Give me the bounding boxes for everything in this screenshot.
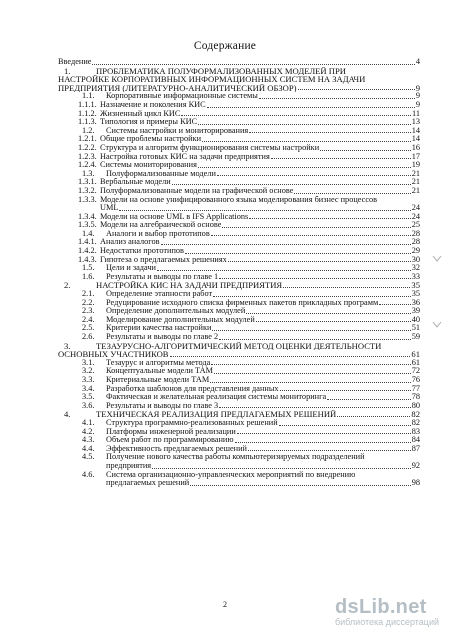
toc-entry[interactable] <box>58 238 420 247</box>
toc-entry-page: 13 <box>411 117 420 127</box>
toc-entry-title: Модели на основе UML в IFS Applications <box>100 212 249 221</box>
toc-entry-title: Вербальные модели <box>100 178 171 187</box>
toc-leader-dots <box>219 339 411 340</box>
toc-entry-title: Определение дополнительных модулей <box>106 307 246 316</box>
toc-entry[interactable] <box>58 324 420 333</box>
toc-entry-number: 1.4.1. <box>78 237 97 247</box>
toc-entry-page: 82 <box>411 417 420 427</box>
toc-entry-number: 1.3.2. <box>78 185 97 195</box>
toc-entry-title: Результаты и выводы по главе 3 <box>106 401 219 410</box>
toc-entry-number: 4. <box>64 409 71 420</box>
toc-entry-number: 1.1.2. <box>78 108 97 118</box>
toc-entry[interactable] <box>58 402 420 411</box>
toc-leader-dots <box>327 399 411 400</box>
toc-entry-number: 1. <box>64 65 71 76</box>
toc-leader-dots <box>198 167 411 168</box>
toc-leader-dots <box>294 193 410 194</box>
toc-entry[interactable] <box>58 316 420 325</box>
toc-entry[interactable] <box>58 178 420 187</box>
toc-leader-dots <box>211 235 411 236</box>
toc-entry-number: 2.5. <box>82 323 95 333</box>
toc-entry[interactable] <box>58 110 420 119</box>
toc-leader-dots <box>280 390 411 391</box>
toc-entry-title: ОСНОВНЫХ УЧАСТНИКОВ <box>58 350 169 359</box>
toc-entry[interactable] <box>58 67 420 93</box>
toc-entry-page: 21 <box>411 177 420 187</box>
toc-entry-number: 1.4.2. <box>78 246 97 256</box>
toc-entry-title: Эффективность предлагаемых решений <box>106 444 247 453</box>
toc-leader-dots <box>212 330 410 331</box>
toc-leader-dots <box>119 210 410 211</box>
toc-entry-title: Критериальные модели ТАМ <box>106 375 210 384</box>
toc-entry-number: 4.3. <box>82 435 95 445</box>
toc-entry-title: Получение нового качества работы компьютеризируемых подразделений <box>106 453 365 462</box>
toc-entry-number: 2.6. <box>82 332 95 341</box>
toc-entry-number: 4.4. <box>82 443 95 453</box>
toc-leader-dots <box>211 364 410 365</box>
toc-entry-number: 1.4. <box>82 228 95 238</box>
toc-entry-title: Объем работ по программированию <box>106 436 234 445</box>
toc-leader-dots <box>161 244 411 245</box>
toc-entry-page: 30 <box>411 254 420 264</box>
toc-leader-dots <box>214 373 411 374</box>
toc-leader-dots <box>246 313 410 314</box>
toc-entry-title: предлагаемых решений <box>106 479 190 488</box>
toc-entry-page: 9 <box>415 99 420 109</box>
toc-entry[interactable] <box>58 410 420 419</box>
toc-entry[interactable] <box>58 127 420 136</box>
toc-entry-page: 24 <box>411 211 420 221</box>
toc-entry-title: предприятия <box>106 461 152 470</box>
toc-leader-dots <box>379 304 411 305</box>
toc-entry-title: Моделирование дополнительных модулей <box>106 315 255 324</box>
toc-entry-number: 1.4.3. <box>78 254 97 264</box>
toc-entry[interactable] <box>58 299 420 308</box>
toc-entry[interactable] <box>58 135 420 144</box>
toc-leader-dots <box>217 175 411 176</box>
toc-entry-number: 1.3.5. <box>78 220 97 230</box>
toc-leader-dots <box>256 321 411 322</box>
toc-entry[interactable] <box>58 393 420 402</box>
toc-entry-title: Недостатки прототипов <box>100 247 184 256</box>
toc-entry-number: 1.3. <box>82 168 95 178</box>
toc-entry-page: 72 <box>411 366 420 376</box>
toc-entry-title: Система организационно-управленческих мероприятий по внедрению <box>106 470 356 479</box>
toc-leader-dots <box>219 278 411 279</box>
toc-leader-dots <box>228 261 411 262</box>
toc-entry-page: 25 <box>411 220 420 230</box>
toc-entry-title: Общие проблемы настройки <box>100 135 202 144</box>
toc-entry-number: 2.2. <box>82 297 95 307</box>
toc-entry-number: 1.6. <box>82 271 95 281</box>
toc-entry-title: Критерии качества настройки <box>106 324 212 333</box>
toc-entry-number: 1.3.3. <box>78 194 97 204</box>
toc-entry-number: 1.5. <box>82 263 95 273</box>
toc-entry-page: 36 <box>411 297 420 307</box>
toc-entry[interactable] <box>58 307 420 316</box>
toc-entry[interactable] <box>58 428 420 437</box>
toc-leader-dots <box>298 89 415 90</box>
toc-entry-page: 21 <box>411 168 420 178</box>
toc-leader-dots <box>92 64 414 65</box>
toc-entry-title: НАСТРОЙКЕ КОРПОРАТИВНЫХ ИНФОРМАЦИОННЫХ СИСТЕМ НА ЗАДАЧИ <box>58 75 366 84</box>
toc-leader-dots <box>235 442 411 443</box>
toc-entry-number: 1.3.1. <box>78 177 97 187</box>
toc-entry[interactable] <box>58 92 420 101</box>
toc-entry[interactable] <box>58 471 420 488</box>
toc-leader-dots <box>172 184 411 185</box>
toc-entry-number: 1.2. <box>82 125 95 135</box>
toc-leader-dots <box>198 124 411 125</box>
toc-entry-title: Платформы инженерной реализации <box>106 427 236 436</box>
toc-leader-dots <box>202 141 411 142</box>
toc-entry-title: Настройка готовых КИС на задачи предприятия <box>100 152 270 161</box>
toc-entry-title: ПРОБЛЕМАТИКА ПОЛУФОРМАЛИЗОВАННЫХ МОДЕЛЕЙ ПРИ <box>96 66 346 76</box>
toc-entry-title: Определение этапности работ <box>106 290 213 299</box>
toc-entry-page: 51 <box>411 323 420 333</box>
toc-entry-number: 4.1. <box>82 417 95 427</box>
toc-entry[interactable] <box>58 230 420 239</box>
toc-entry[interactable] <box>58 153 420 162</box>
toc-entry-page: 82 <box>411 409 420 420</box>
toc-entry[interactable] <box>58 385 420 394</box>
toc-entry-title: Типология и примеры КИС <box>100 118 198 127</box>
toc-entry-page: 78 <box>411 392 420 402</box>
toc-leader-dots <box>190 485 410 486</box>
toc-entry-title: Жизненный цикл КИС <box>100 109 181 118</box>
toc-entry-page: 21 <box>411 185 420 195</box>
toc-entry[interactable] <box>58 101 420 110</box>
toc-entry-page: 28 <box>411 228 420 238</box>
toc-entry[interactable] <box>58 144 420 153</box>
toc-entry-page: 92 <box>411 460 420 470</box>
toc-entry[interactable] <box>58 196 420 213</box>
toc-entry[interactable] <box>58 436 420 445</box>
toc-entry-title: Системы мониторирования <box>100 161 197 170</box>
toc-entry-page: 19 <box>411 160 420 170</box>
toc-entry-title: Результаты и выводы по главе 1 <box>106 272 219 281</box>
watermark-caption: библиотека диссертаций <box>335 617 440 627</box>
toc-entry-page: 61 <box>411 357 420 367</box>
toc-leader-dots <box>249 132 410 133</box>
toc-entry-number: 3.3. <box>82 374 95 384</box>
toc-entry-title: Фактическая и желательная реализация системы мониторинга <box>106 393 327 402</box>
toc-entry-number: 3.1. <box>82 357 95 367</box>
toc-entry-title: Структура и алгоритм функционирования системы настройки <box>100 143 320 152</box>
toc-entry-title: Разработка шаблонов для представления данных <box>106 384 279 393</box>
toc-entry-number: 1.1. <box>82 91 95 101</box>
toc-entry-number: 2. <box>64 280 71 291</box>
toc-entry-title: ТЕЗАУРУСНО-АЛГОРИТМИЧЕСКИЙ МЕТОД ОЦЕНКИ ДЕЯТЕЛЬНОСТИ <box>96 341 382 351</box>
toc-entry[interactable] <box>58 256 420 265</box>
toc-leader-dots <box>157 270 411 271</box>
toc-entry[interactable] <box>58 290 420 299</box>
toc-entry-title: НАСТРОЙКА КИС НА ЗАДАЧИ ПРЕДПРИЯТИЯ <box>96 281 283 291</box>
toc-entry-number: 3.2. <box>82 366 95 376</box>
toc-entry[interactable] <box>58 264 420 273</box>
toc-entry-page: 61 <box>411 349 420 360</box>
toc-leader-dots <box>222 227 410 228</box>
toc-entry[interactable] <box>58 333 420 342</box>
toc-entry-title: Структура программно-реализованных решений <box>106 418 278 427</box>
toc-entry-page: 11 <box>412 108 420 118</box>
toc-entry[interactable] <box>58 187 420 196</box>
toc-entry[interactable] <box>58 367 420 376</box>
toc-entry-title: Модели на алгебраической основе <box>100 221 222 230</box>
toc-entry-number: 2.1. <box>82 289 95 299</box>
toc-leader-dots <box>237 433 411 434</box>
toc-entry-page: 76 <box>411 374 420 384</box>
toc-leader-dots <box>248 450 411 451</box>
toc-entry-title: Редуцирование исходного списка фирменных пакетов прикладных программ <box>106 298 379 307</box>
toc-leader-dots <box>279 425 411 426</box>
toc-entry-title: Концептуальные модели ТАМ <box>106 367 214 376</box>
toc-entry-page: 9 <box>415 91 420 101</box>
toc-entry-title: Системы настройки и мониторирования <box>106 126 249 135</box>
toc-entry-number: 1.2.4. <box>78 160 97 170</box>
toc-entry-number: 3.5. <box>82 392 95 402</box>
toc-entry-page: 35 <box>411 289 420 299</box>
toc-entry-page: 77 <box>411 383 420 393</box>
table-of-contents <box>58 58 420 488</box>
toc-entry-title: UML <box>100 204 119 213</box>
toc-entry-number: 1.3.4. <box>78 211 97 221</box>
toc-entry-title: ПРЕДПРИЯТИЯ (ЛИТЕРАТУРНО-АНАЛИТИЧЕСКИЙ ОБЗОР) <box>58 83 297 93</box>
toc-entry[interactable] <box>58 281 420 290</box>
toc-entry-number: 3.6. <box>82 400 95 410</box>
toc-entry[interactable] <box>58 359 420 368</box>
toc-entry-number: 1.1.3. <box>78 117 97 127</box>
toc-entry[interactable] <box>58 445 420 454</box>
toc-entry-title: Гипотеза о предлагаемых решениях <box>100 255 227 264</box>
toc-leader-dots <box>271 158 411 159</box>
toc-leader-dots <box>210 382 410 383</box>
toc-entry[interactable] <box>58 161 420 170</box>
toc-entry-page: 59 <box>411 332 420 341</box>
toc-entry[interactable] <box>58 213 420 222</box>
toc-leader-dots <box>207 107 415 108</box>
toc-leader-dots <box>259 98 415 99</box>
margin-mark <box>432 250 442 258</box>
toc-entry-number: 2.4. <box>82 314 95 324</box>
toc-entry-title: Корпоративные информационные системы <box>106 92 258 101</box>
toc-entry[interactable] <box>58 419 420 428</box>
toc-entry-number: 1.2.1. <box>78 134 97 144</box>
toc-entry-page: 35 <box>411 280 420 291</box>
toc-entry-page: 4 <box>415 57 420 66</box>
toc-leader-dots <box>337 416 410 417</box>
toc-entry-number: 1.2.2. <box>78 142 97 152</box>
toc-leader-dots <box>320 150 411 151</box>
toc-entry[interactable] <box>58 273 420 282</box>
toc-entry-number: 4.2. <box>82 426 95 436</box>
toc-leader-dots <box>185 253 411 254</box>
toc-leader-dots <box>283 287 410 288</box>
toc-entry-number: 1.2.3. <box>78 151 97 161</box>
toc-entry-title: Полуформализованные модели на графической основе <box>100 186 294 195</box>
toc-entry-page: 9 <box>415 82 420 93</box>
toc-entry[interactable] <box>58 221 420 230</box>
toc-leader-dots <box>181 115 411 116</box>
toc-entry-page: 87 <box>411 443 420 453</box>
toc-entry[interactable] <box>58 58 420 67</box>
toc-entry-number: 1.1.1. <box>78 99 97 109</box>
toc-entry-title: Тезаурус и алгоритмы метода <box>106 358 211 367</box>
toc-leader-dots <box>219 407 411 408</box>
toc-entry-page: 40 <box>411 314 420 324</box>
toc-entry[interactable] <box>58 118 420 127</box>
toc-entry-page: 80 <box>411 400 420 410</box>
toc-entry-page: 39 <box>411 306 420 316</box>
toc-entry-page: 29 <box>411 246 420 256</box>
toc-entry-page: 84 <box>411 435 420 445</box>
toc-entry-number: 4.5. <box>82 452 95 462</box>
toc-entry-title: Полуформализованные модели <box>106 169 216 178</box>
toc-entry-title: Анализ аналогов <box>100 238 160 247</box>
toc-entry-title: Модели на основе унифицированного языка моделирования бизнес процессов <box>100 195 378 204</box>
margin-mark <box>432 316 442 324</box>
page-number: 2 <box>223 600 227 609</box>
toc-entry[interactable] <box>58 376 420 385</box>
toc-leader-dots <box>213 296 411 297</box>
toc-entry-page: 24 <box>411 203 420 213</box>
toc-entry-number: 3.4. <box>82 383 95 393</box>
toc-entry-title: Введение <box>58 58 92 66</box>
toc-entry-page: 32 <box>411 263 420 273</box>
toc-entry-page: 28 <box>411 237 420 247</box>
watermark-logo <box>335 596 445 630</box>
toc-entry-page: 98 <box>411 478 420 488</box>
toc-entry-title: Цели и задачи <box>106 264 156 273</box>
toc-entry-title: ТЕХНИЧЕСКАЯ РЕАЛИЗАЦИЯ ПРЕДЛАГАЕМЫХ РЕШЕНИЙ <box>96 410 337 419</box>
toc-entry-number: 3. <box>64 340 71 351</box>
toc-entry-title: Назначение и поколения КИС <box>100 100 206 109</box>
page-title: Содержание <box>193 40 257 52</box>
toc-entry-page: 16 <box>411 142 420 152</box>
watermark-brand: dsLib.net <box>335 596 427 618</box>
toc-entry-number: 4.6. <box>82 469 95 479</box>
toc-entry-page: 14 <box>411 134 420 144</box>
toc-leader-dots <box>152 468 411 469</box>
toc-entry-page: 33 <box>411 271 420 281</box>
toc-entry[interactable] <box>58 247 420 256</box>
toc-leader-dots <box>170 356 411 357</box>
toc-entry-title: Результаты и выводы по главе 2 <box>106 333 219 341</box>
toc-entry-page: 83 <box>411 426 420 436</box>
toc-entry[interactable] <box>58 170 420 179</box>
toc-entry-page: 17 <box>411 151 420 161</box>
toc-leader-dots <box>249 218 410 219</box>
toc-entry[interactable] <box>58 342 420 359</box>
toc-entry[interactable] <box>58 453 420 470</box>
toc-entry-page: 14 <box>411 125 420 135</box>
toc-entry-number: 2.3. <box>82 306 95 316</box>
toc-entry-title: Аналоги и выбор прототипов <box>106 229 210 238</box>
